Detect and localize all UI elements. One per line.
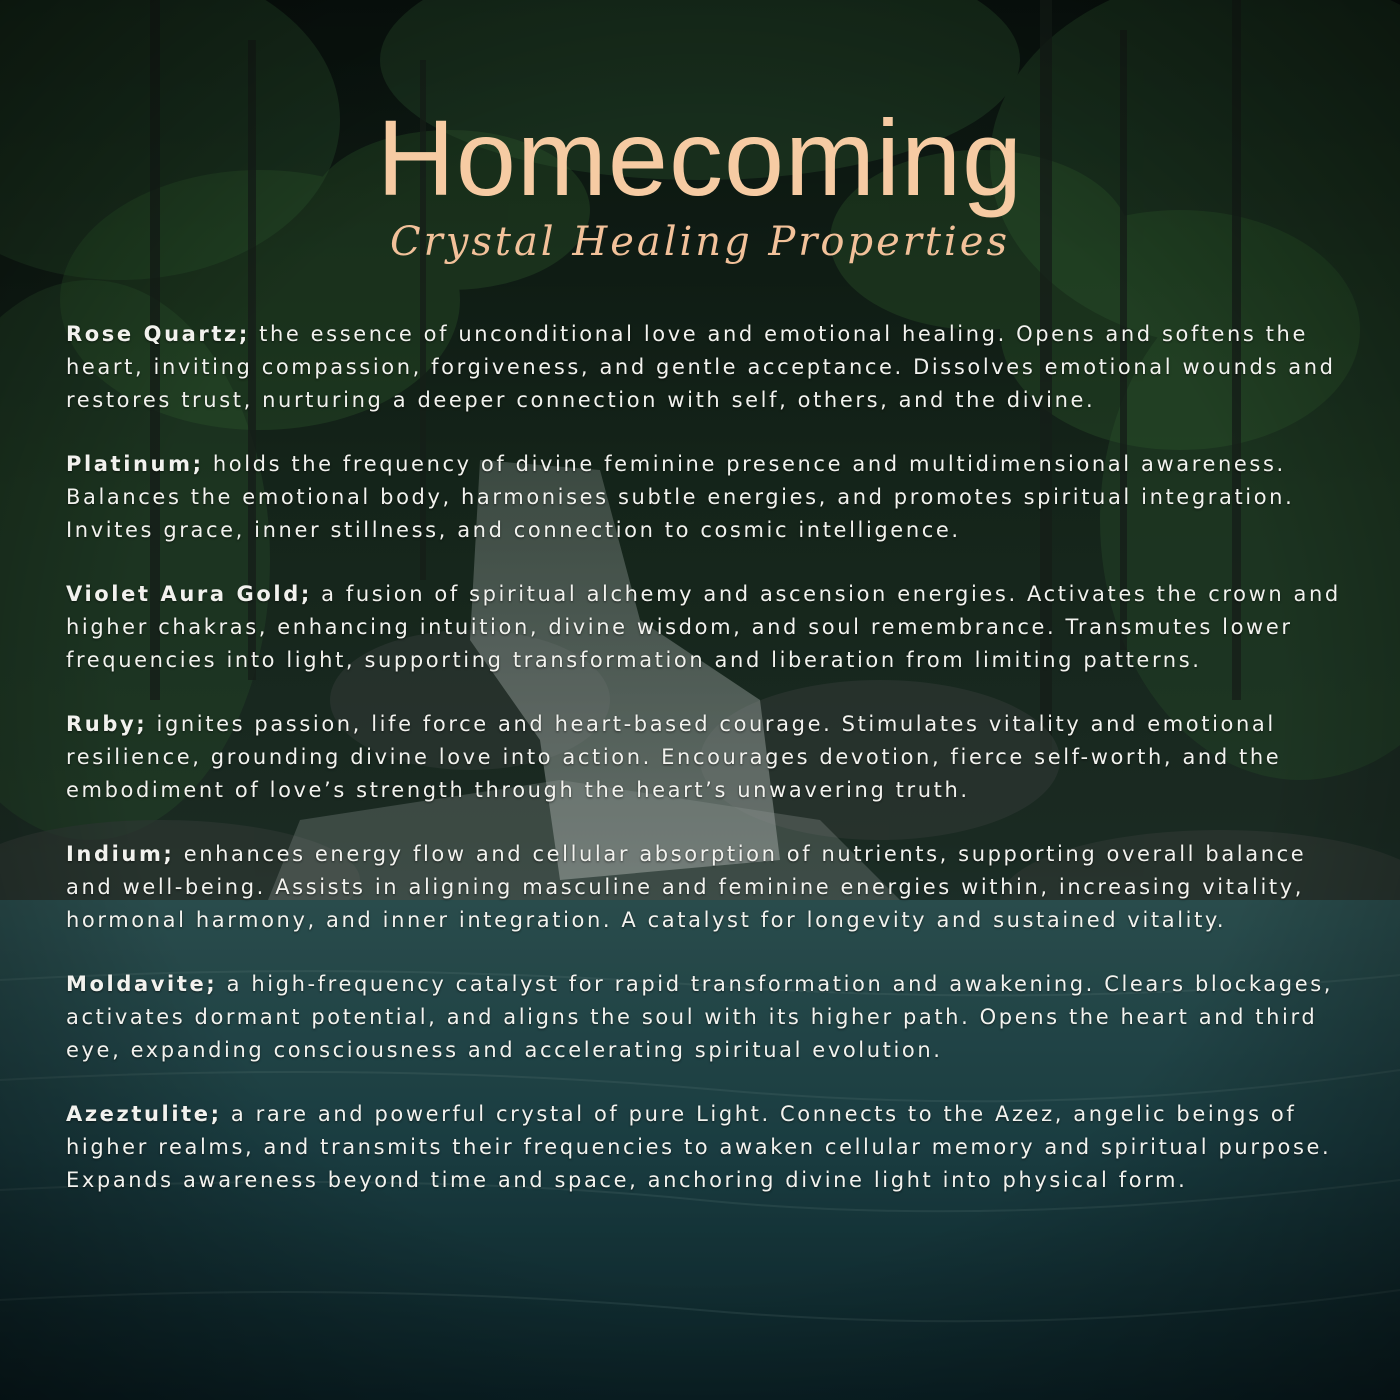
crystal-description: a high-frequency catalyst for rapid transformation and awakening. Clears blockages, activates dormant potential, and aligns the soul with its higher path. Opens the heart and third eye, expanding consciousness and accelerating spiritual evolution. — [66, 972, 1334, 1062]
crystal-entry-platinum — [66, 448, 1356, 547]
crystal-name: Indium; — [66, 842, 175, 866]
crystal-name: Moldavite; — [66, 972, 218, 996]
crystal-name: Platinum; — [66, 452, 204, 476]
crystal-entry-violet-aura-gold — [66, 578, 1356, 677]
crystal-entry-azeztulite — [66, 1098, 1356, 1197]
crystal-description: the essence of unconditional love and emotional healing. Opens and softens the heart, inviting compassion, forgiveness, and gentle acceptance. Dissolves emotional wounds and restores trust, nurturing a deeper connection with self, others, and the divine. — [66, 322, 1336, 412]
crystal-list — [66, 318, 1356, 1228]
crystal-entry-ruby — [66, 708, 1356, 807]
crystal-entry-indium — [66, 838, 1356, 937]
page-subtitle: Crystal Healing Properties — [390, 219, 1010, 265]
crystal-description: a fusion of spiritual alchemy and ascension energies. Activates the crown and higher chakras, enhancing intuition, divine wisdom, and soul remembrance. Transmutes lower frequencies into light, supporting transformation and liberation from limiting patterns. — [66, 582, 1341, 672]
crystal-entry-rose-quartz — [66, 318, 1356, 417]
crystal-entry-moldavite — [66, 968, 1356, 1067]
crystal-name: Azeztulite; — [66, 1102, 222, 1126]
crystal-description: a rare and powerful crystal of pure Light. Connects to the Azez, angelic beings of higher realms, and transmits their frequencies to awaken cellular memory and spiritual purpose. Expands awareness beyond time and space, anchoring divine light into physical form. — [66, 1102, 1332, 1192]
crystal-description: holds the frequency of divine feminine presence and multidimensional awareness. Balances the emotional body, harmonises subtle energies, and promotes spiritual integration. Invites grace, inner stillness, and connection to cosmic intelligence. — [66, 452, 1295, 542]
crystal-name: Violet Aura Gold; — [66, 582, 312, 606]
crystal-name: Ruby; — [66, 712, 148, 736]
page-title: Homecoming — [376, 97, 1024, 218]
crystal-description: ignites passion, life force and heart-based courage. Stimulates vitality and emotional resilience, grounding divine love into action. Encourages devotion, fierce self-worth, and the embodiment of love’s strength through the heart’s unwavering truth. — [66, 712, 1282, 802]
crystal-name: Rose Quartz; — [66, 322, 250, 346]
crystal-description: enhances energy flow and cellular absorption of nutrients, supporting overall balance and well-being. Assists in aligning masculine and feminine energies within, increasing vitality, hormonal harmony, and inner integration. A catalyst for longevity and sustained vitality. — [66, 842, 1307, 932]
